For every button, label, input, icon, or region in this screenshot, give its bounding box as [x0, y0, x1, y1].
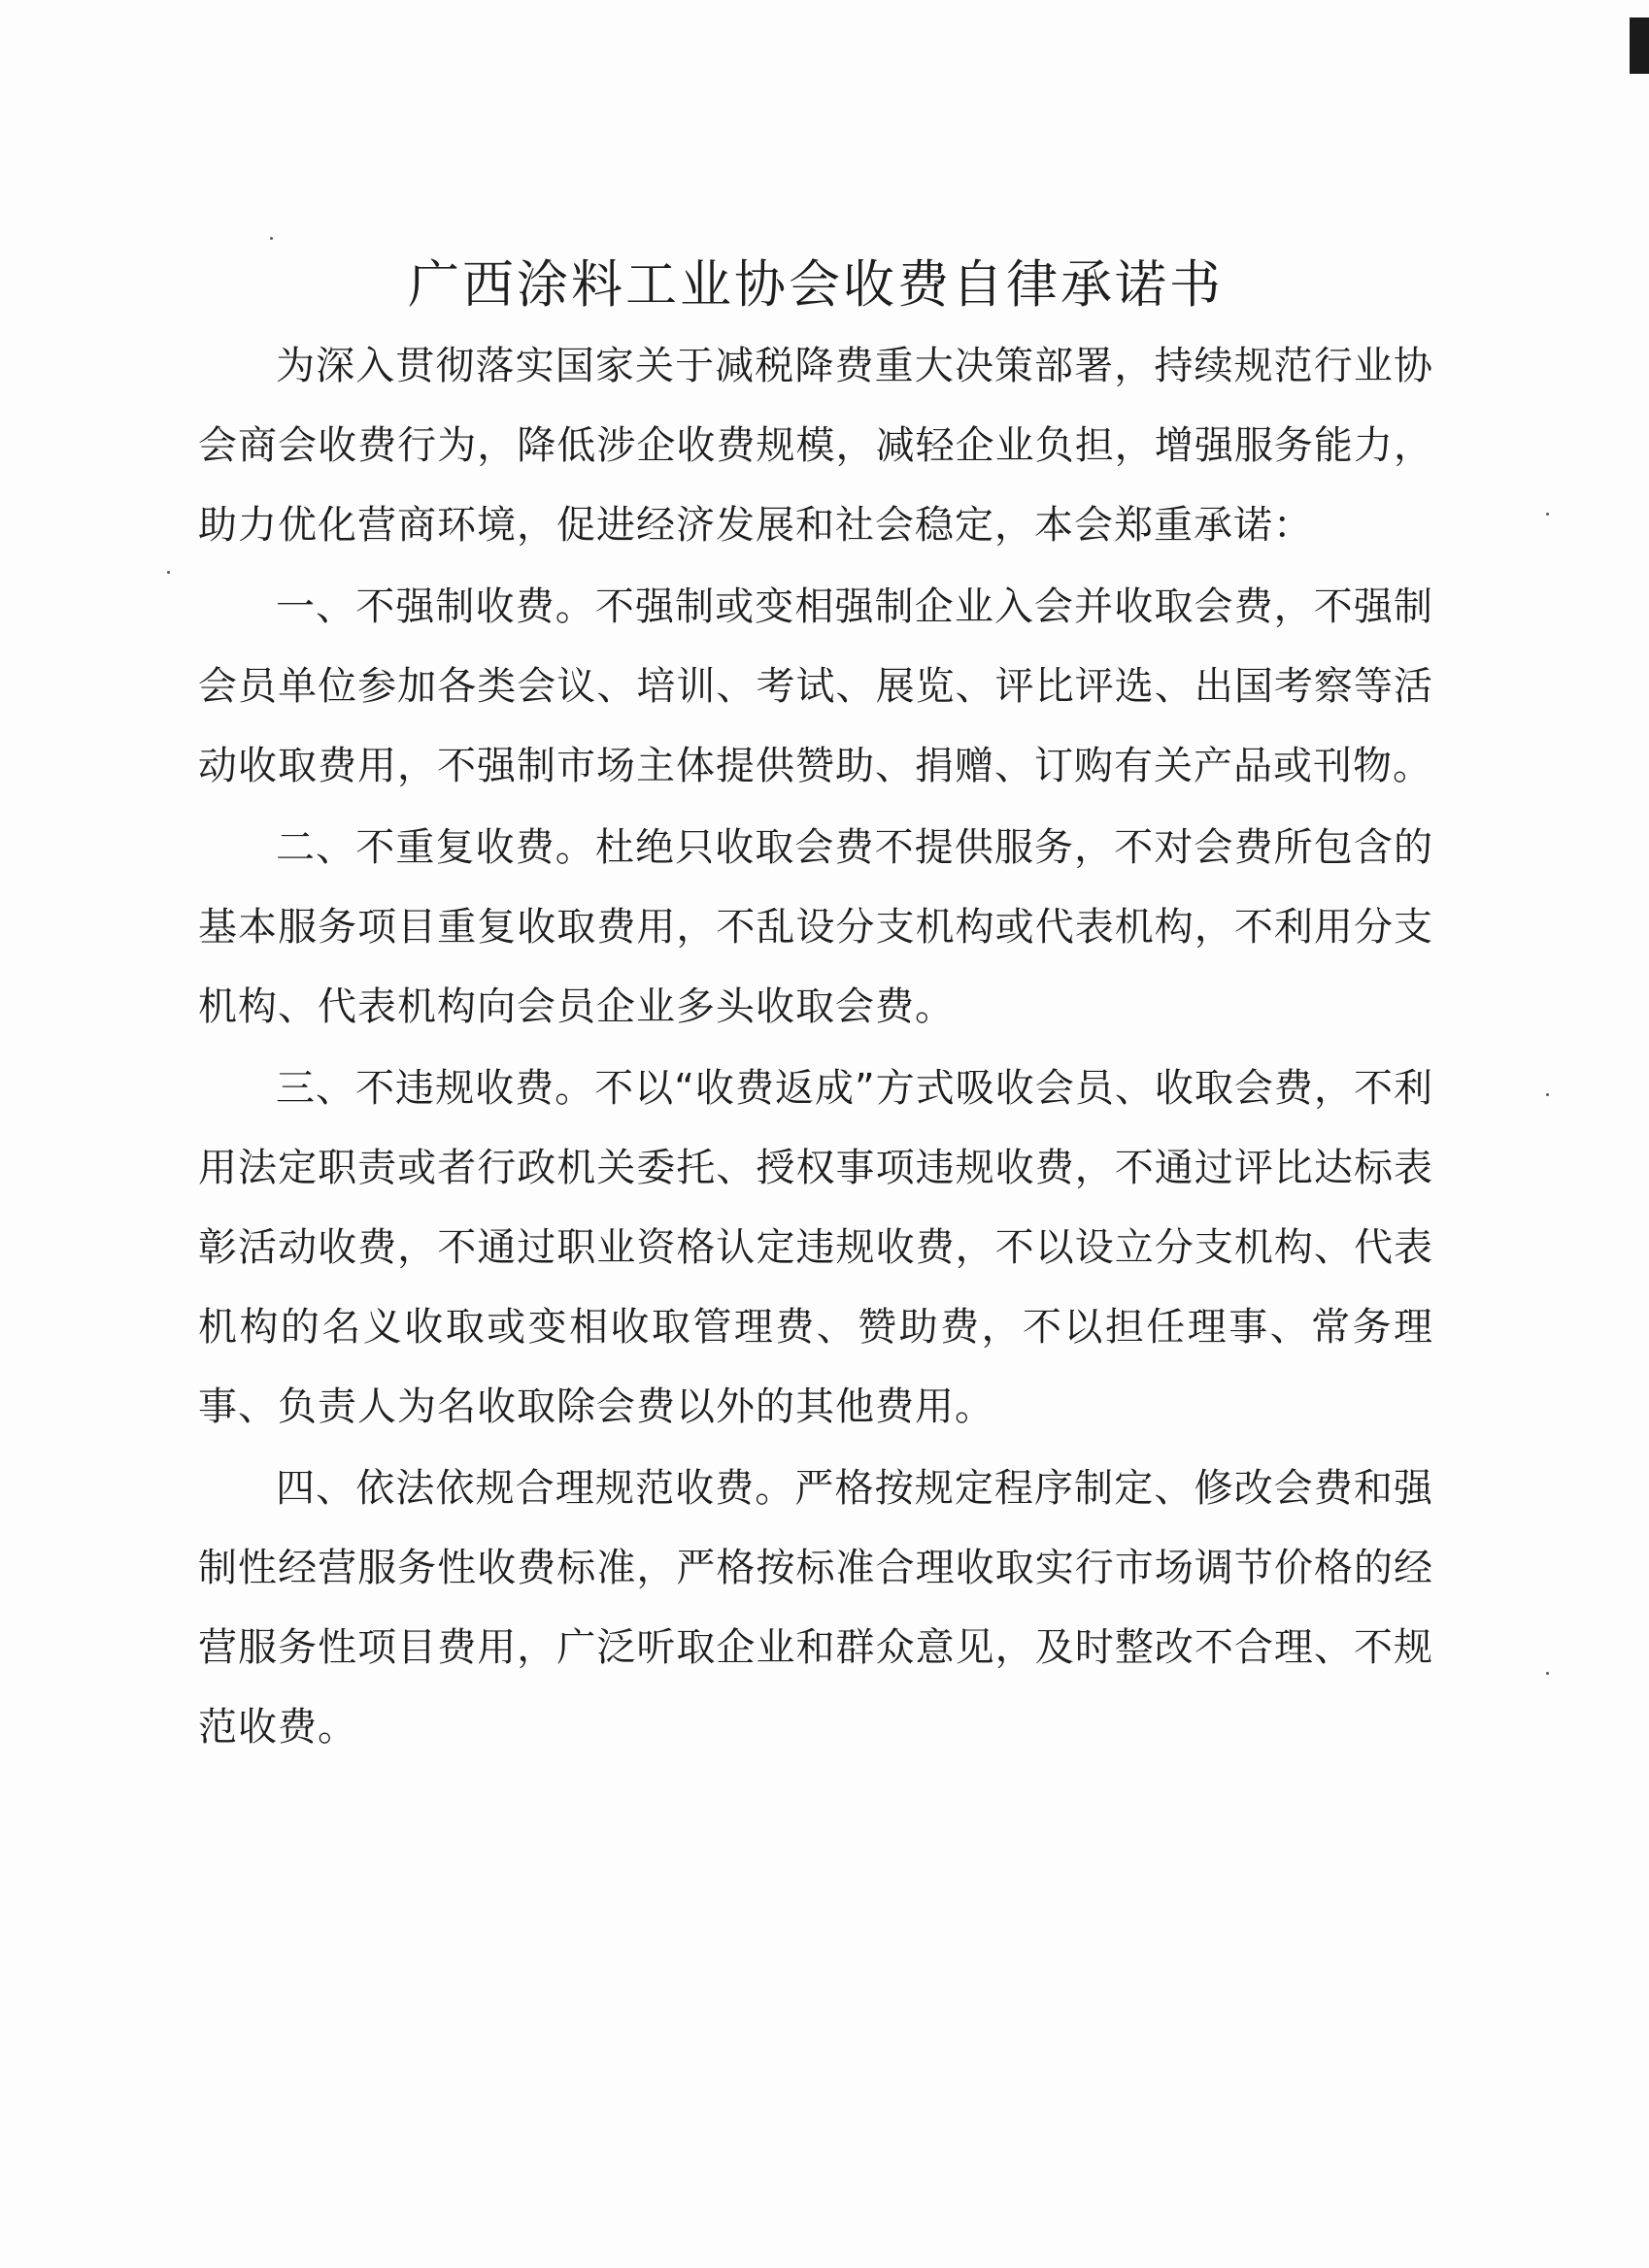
intro-paragraph: 为深入贯彻落实国家关于减税降费重大决策部署，持续规范行业协会商会收费行为，降低涉企收费规模，减轻企业负担，增强服务能力，助力优化营商环境，促进经济发展和社会稳定，本会郑重承诺： [198, 344, 1433, 548]
commitment-paragraph-3: 三、不违规收费。不以“收费返成”方式吸收会员、收取会费，不利用法定职责或者行政机关委托、授权事项违规收费，不通过评比达标表彰活动收费，不通过职业资格认定违规收费，不以设立分支机构、代表机构的名义收取或变相收取管理费、赞助费，不以担任理事、常务理事、负责人为名收取除会费以外的其他费用。 [198, 1066, 1433, 1429]
commitment-paragraph-4: 四、依法依规合理规范收费。严格按规定程序制定、修改会费和强制性经营服务性收费标准，严格按标准合理收取实行市场调节价格的经营服务性项目费用，广泛听取企业和群众意见，及时整改不合理、不规范收费。 [198, 1466, 1433, 1750]
document-body [198, 254, 1433, 1767]
scan-speck [270, 237, 273, 240]
commitment-paragraph-1: 一、不强制收费。不强制或变相强制企业入会并收取会费，不强制会员单位参加各类会议、培训、考试、展览、评比评选、出国考察等活动收取费用，不强制市场主体提供赞助、捐赠、订购有关产品或刊物。 [198, 584, 1433, 788]
scan-speck [1546, 513, 1549, 516]
scan-speck [1546, 1672, 1549, 1675]
scan-speck [1546, 1093, 1549, 1096]
document-title: 广西涂料工业协会收费自律承诺书 [408, 255, 1224, 315]
scan-speck [167, 571, 170, 574]
scan-edge-mark [1630, 17, 1649, 74]
commitment-paragraph-2: 二、不重复收费。杜绝只收取会费不提供服务，不对会费所包含的基本服务项目重复收取费用，不乱设分支机构或代表机构，不利用分支机构、代表机构向会员企业多头收取会费。 [198, 825, 1433, 1029]
